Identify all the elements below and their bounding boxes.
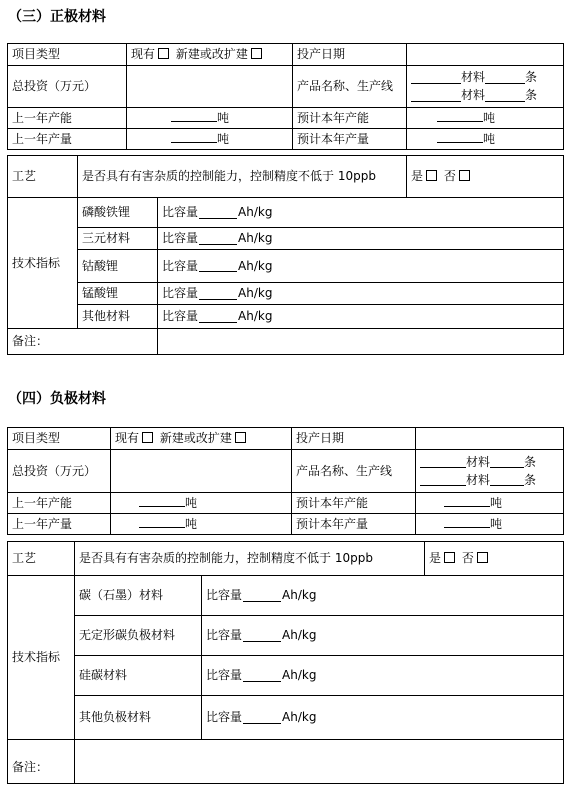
material-name: 钴酸锂 [78, 250, 158, 283]
capacity-field[interactable]: 比容量 Ah/kg [158, 305, 564, 329]
cathode-form-table [7, 43, 564, 150]
plan-capacity-label: 预计本年产能 [293, 108, 407, 129]
capacity-field[interactable]: 比容量 Ah/kg [202, 616, 564, 656]
process-question: 是否具有有害杂质的控制能力，控制精度不低于 10ppb [75, 542, 425, 576]
material-name: 硅碳材料 [75, 656, 202, 696]
product-line-field[interactable]: 材料 条 材料 条 [407, 66, 564, 108]
investment-field[interactable] [111, 450, 292, 493]
tech-label: 技术指标 [8, 576, 75, 740]
process-label: 工艺 [8, 156, 78, 198]
capacity-field[interactable]: 比容量 Ah/kg [202, 576, 564, 616]
process-question: 是否具有有害杂质的控制能力，控制精度不低于 10ppb [78, 156, 407, 198]
capacity-field[interactable]: 比容量 Ah/kg [158, 198, 564, 228]
capacity-field[interactable]: 比容量 Ah/kg [158, 228, 564, 250]
last-output-field[interactable]: 吨 [111, 514, 292, 535]
yes-checkbox[interactable] [426, 170, 437, 181]
material-name: 锰酸锂 [78, 283, 158, 305]
product-line-field[interactable]: 材料 条 材料 条 [416, 450, 564, 493]
start-date-field[interactable] [416, 428, 564, 450]
anode-process-table [7, 541, 564, 576]
remarks-field[interactable] [75, 740, 564, 784]
anode-form-table [7, 427, 564, 535]
project-type-label: 项目类型 [8, 44, 127, 66]
last-output-field[interactable]: 吨 [127, 129, 293, 150]
start-date-field[interactable] [407, 44, 564, 66]
process-yes-no[interactable]: 是 否 [425, 542, 564, 576]
cathode-process-table [7, 155, 564, 198]
investment-field[interactable] [127, 66, 293, 108]
material-name: 三元材料 [78, 228, 158, 250]
plan-output-label: 预计本年产量 [293, 129, 407, 150]
existing-label: 现有 [131, 47, 156, 61]
cathode-tech-table [7, 197, 564, 355]
last-capacity-label: 上一年产能 [8, 108, 127, 129]
last-output-label: 上一年产量 [8, 129, 127, 150]
new-checkbox[interactable] [235, 432, 246, 443]
product-line-label: 产品名称、生产线 [293, 66, 407, 108]
plan-capacity-field[interactable]: 吨 [416, 493, 564, 514]
capacity-field[interactable]: 比容量 Ah/kg [158, 283, 564, 305]
investment-label: 总投资（万元） [8, 450, 111, 493]
material-name: 其他负极材料 [75, 696, 202, 740]
start-date-label: 投产日期 [293, 44, 407, 66]
capacity-field[interactable]: 比容量 Ah/kg [158, 250, 564, 283]
last-capacity-field[interactable]: 吨 [127, 108, 293, 129]
tech-label: 技术指标 [8, 198, 78, 329]
no-checkbox[interactable] [459, 170, 470, 181]
remarks-field[interactable] [158, 329, 564, 355]
last-capacity-field[interactable]: 吨 [111, 493, 292, 514]
project-type-options [111, 428, 292, 450]
plan-output-field[interactable]: 吨 [407, 129, 564, 150]
process-yes-no[interactable]: 是 否 [407, 156, 564, 198]
plan-capacity-field[interactable]: 吨 [407, 108, 564, 129]
existing-checkbox[interactable] [142, 432, 153, 443]
new-label: 新建或改扩建 [175, 47, 248, 61]
investment-label: 总投资（万元） [8, 66, 127, 108]
plan-output-label: 预计本年产量 [292, 514, 416, 535]
no-checkbox[interactable] [477, 552, 488, 563]
material-name: 其他材料 [78, 305, 158, 329]
yes-checkbox[interactable] [444, 552, 455, 563]
existing-label: 现有 [115, 431, 140, 445]
material-name: 磷酸铁锂 [78, 198, 158, 228]
product-line-label: 产品名称、生产线 [292, 450, 416, 493]
capacity-field[interactable]: 比容量 Ah/kg [202, 696, 564, 740]
project-type-options [127, 44, 293, 66]
capacity-field[interactable]: 比容量 Ah/kg [202, 656, 564, 696]
section-title-cathode: （三）正极材料 [8, 9, 106, 25]
remarks-label: 备注： [8, 740, 75, 784]
existing-checkbox[interactable] [158, 48, 169, 59]
plan-capacity-label: 预计本年产能 [292, 493, 416, 514]
section-title-anode: （四）负极材料 [8, 391, 106, 407]
new-checkbox[interactable] [251, 48, 262, 59]
new-label: 新建或改扩建 [159, 431, 232, 445]
project-type-label: 项目类型 [8, 428, 111, 450]
last-capacity-label: 上一年产能 [8, 493, 111, 514]
remarks-label: 备注： [8, 329, 158, 355]
anode-tech-table [7, 575, 564, 784]
start-date-label: 投产日期 [292, 428, 416, 450]
material-name: 碳（石墨）材料 [75, 576, 202, 616]
material-name: 无定形碳负极材料 [75, 616, 202, 656]
plan-output-field[interactable]: 吨 [416, 514, 564, 535]
process-label: 工艺 [8, 542, 75, 576]
last-output-label: 上一年产量 [8, 514, 111, 535]
